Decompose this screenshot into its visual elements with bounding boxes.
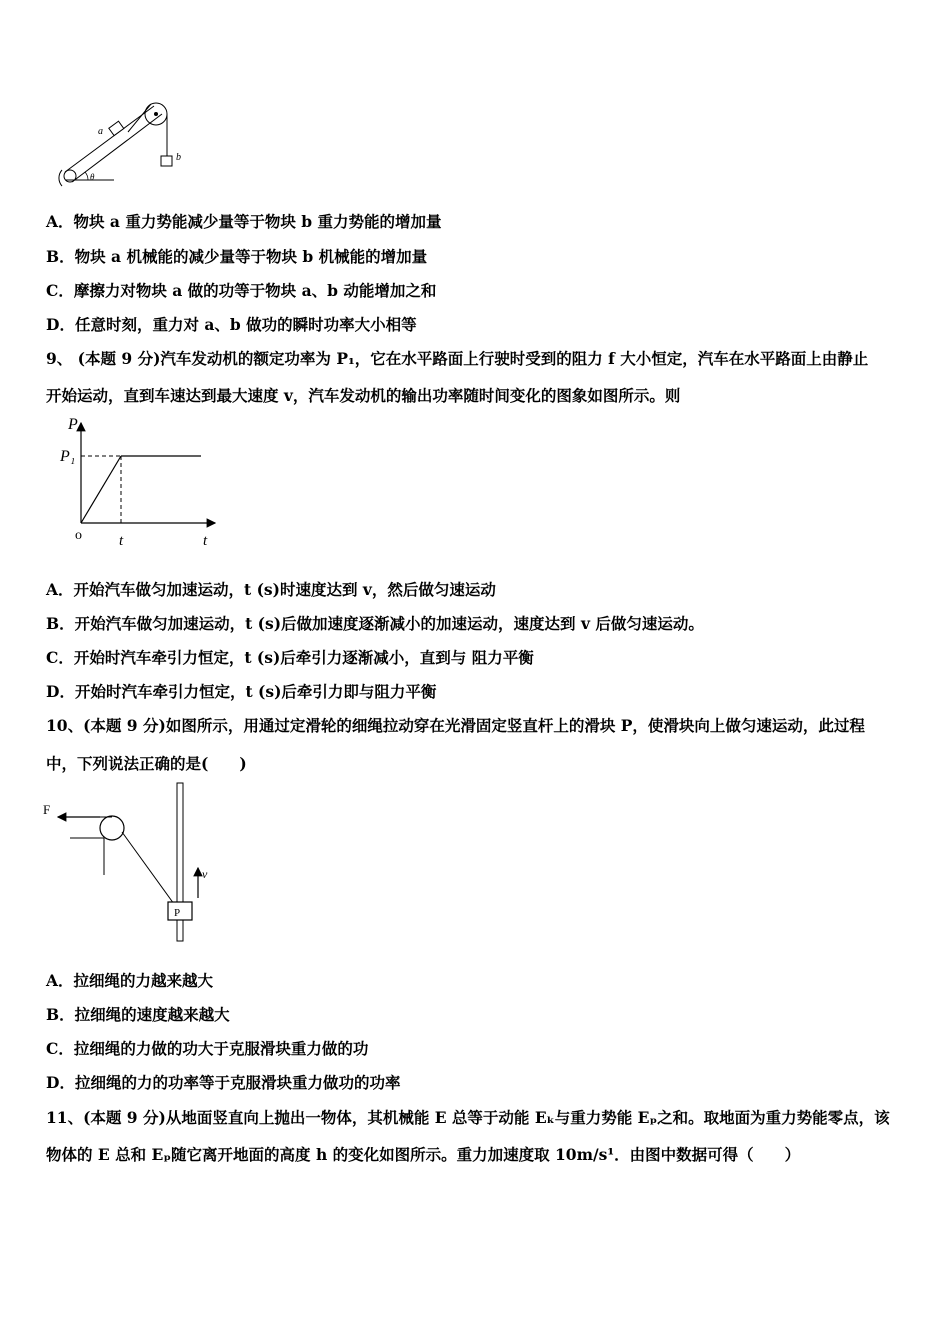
q10-stem-line-2: 中，下列说法正确的是( ) — [46, 754, 247, 773]
q10-stem-line-1: 10、(本题 9 分)如图所示，用通过定滑轮的细绳拉动穿在光滑固定竖直杆上的滑块 P，使滑块向上做匀速运动，此过程 — [46, 716, 865, 735]
q9-option-b: B．开始汽车做匀加速运动，t (s)后做加速度逐渐减小的加速运动，速度达到 v 后做匀速运动。 — [46, 614, 704, 633]
q9-stem-line-2: 开始运动，直到车速达到最大速度 v，汽车发动机的输出功率随时间变化的图象如图所示。则 — [46, 386, 681, 405]
q8-option-b: B．物块 a 机械能的减少量等于物块 b 机械能的增加量 — [46, 247, 428, 266]
q11-stem-line-1: 11、(本题 9 分)从地面竖直向上抛出一物体，其机械能 E 总等于动能 Eₖ与重力势能 Eₚ之和。取地面为重力势能零点，该 — [46, 1108, 890, 1127]
q9-option-c: C．开始时汽车牵引力恒定，t (s)后牵引力逐渐减小，直到与 阻力平衡 — [46, 648, 534, 667]
force-label: F — [43, 802, 51, 817]
origin-label: o — [75, 528, 82, 543]
q10-option-a: A．拉细绳的力越来越大 — [46, 971, 214, 990]
p1-label: P₁ — [60, 448, 76, 465]
q9-power-time-graph — [55, 415, 225, 553]
block-p-label: P — [174, 907, 181, 919]
q8-option-c: C．摩擦力对物块 a 做的功等于物块 a、b 动能增加之和 — [46, 281, 437, 300]
q10-option-d: D．拉细绳的力的功率等于克服滑块重力做功的功率 — [46, 1073, 401, 1092]
q11-stem-line-2: 物体的 E 总和 Eₚ随它离开地面的高度 h 的变化如图所示。重力加速度取 10m/s¹．由图中数据可得（ ） — [46, 1145, 801, 1164]
theta-label: θ — [90, 172, 95, 182]
p-axis-label: P — [68, 416, 78, 433]
q10-option-c: C．拉细绳的力做的功大于克服滑块重力做的功 — [46, 1039, 369, 1058]
t-axis-label: t — [203, 533, 208, 549]
q9-stem-line-1: 9、 (本题 9 分)汽车发动机的额定功率为 P₁，它在水平路面上行驶时受到的阻力 f 大小恒定，汽车在水平路面上由静止 — [46, 349, 869, 368]
q8-option-a: A．物块 a 重力势能减少量等于物块 b 重力势能的增加量 — [46, 212, 442, 231]
q9-option-a: A．开始汽车做匀加速运动，t (s)时速度达到 v，然后做匀速运动 — [46, 580, 496, 599]
q10-pulley-rod-figure — [40, 780, 230, 945]
block-b-label: b — [176, 152, 181, 163]
velocity-label: v — [202, 867, 208, 881]
q8-incline-pulley-figure — [52, 92, 197, 190]
block-a-label: a — [98, 126, 103, 137]
q8-option-d: D．任意时刻，重力对 a、b 做功的瞬时功率大小相等 — [46, 315, 417, 334]
t-mark-label: t — [119, 533, 124, 549]
q10-option-b: B．拉细绳的速度越来越大 — [46, 1005, 230, 1024]
q9-option-d: D．开始时汽车牵引力恒定，t (s)后牵引力即与阻力平衡 — [46, 682, 437, 701]
